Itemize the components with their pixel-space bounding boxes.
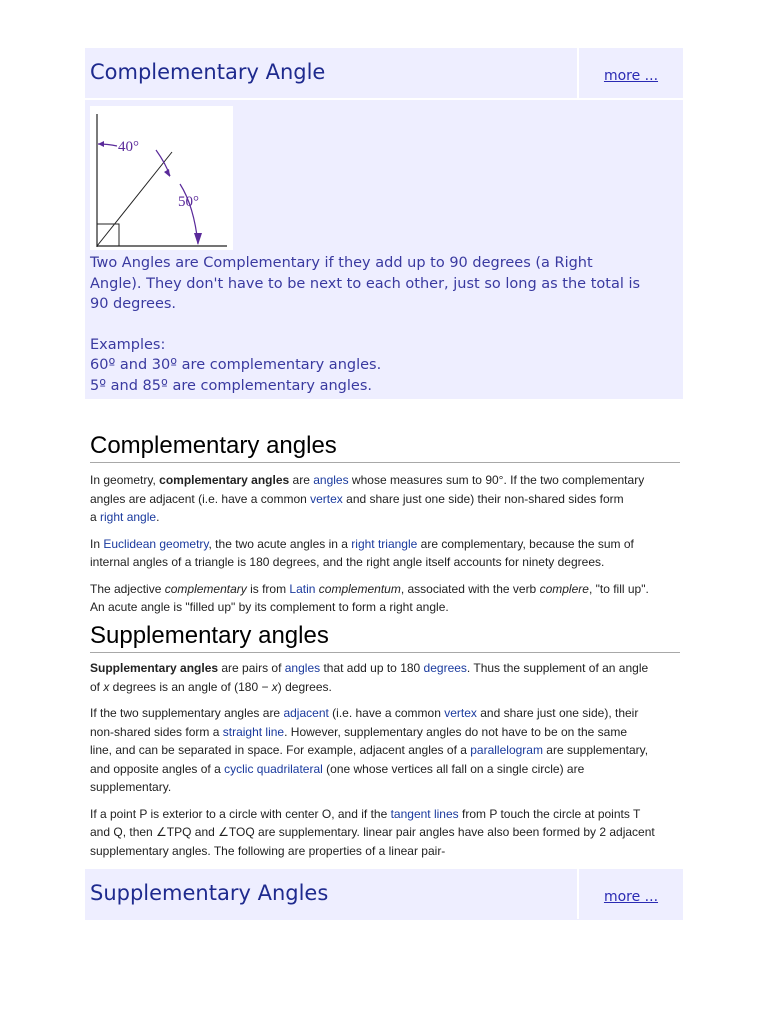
section-heading: Supplementary angles: [90, 622, 680, 653]
dividing-ray: [97, 152, 172, 246]
italic-term: complementary: [164, 581, 247, 596]
more-link[interactable]: more ...: [603, 68, 659, 84]
link-degrees[interactable]: degrees: [423, 661, 467, 675]
paragraph: [90, 580, 680, 617]
examples-label: Examples:: [90, 336, 166, 353]
text: is from: [246, 581, 290, 596]
text: a: [90, 510, 101, 524]
italic-var: x: [271, 679, 278, 694]
supplementary-angles-section: [90, 622, 680, 860]
text: , associated with the verb: [400, 581, 540, 596]
card-description: [90, 253, 678, 396]
paragraph: [90, 704, 680, 797]
paragraph: [90, 471, 680, 527]
text: degrees is an angle of (180 −: [109, 679, 272, 694]
text: In geometry,: [90, 473, 160, 487]
paragraph: [90, 659, 680, 696]
card-title: Complementary Angle: [85, 48, 579, 98]
text: angles are adjacent (i.e. have a common: [90, 491, 311, 506]
right-angle-marker: [97, 224, 119, 246]
complementary-angle-diagram: [90, 106, 233, 250]
arrow-40: [98, 141, 104, 147]
text: , "to fill up".: [588, 581, 649, 596]
text: are complementary, because the sum of: [417, 536, 634, 551]
bold-term: Supplementary angles: [90, 661, 219, 675]
italic-var: x: [103, 679, 110, 694]
arrow-50: [194, 233, 202, 245]
text: and share just one side), their: [476, 706, 639, 720]
text: are: [289, 473, 314, 487]
link-right-triangle[interactable]: right triangle: [351, 536, 418, 551]
text: In: [90, 536, 104, 551]
text: internal angles of a triangle is 180 degrees, and the right angle itself accounts for ninety degrees.: [90, 555, 605, 569]
more-link[interactable]: more ...: [603, 889, 659, 905]
text: (one whose vertices all fall on a single circle) are: [322, 761, 585, 776]
text: supplementary angles. The following are properties of a linear pair-: [90, 843, 446, 858]
link-tangent-lines[interactable]: tangent lines: [390, 806, 459, 821]
text: whose measures sum to 90°. If the two complementary: [348, 473, 645, 487]
paragraph: [90, 535, 680, 572]
example-line: 5º and 85º are complementary angles.: [90, 377, 372, 394]
text: of: [90, 679, 104, 694]
link-parallelogram[interactable]: parallelogram: [470, 743, 543, 757]
link-straight-line[interactable]: straight line: [222, 724, 285, 739]
link-euclidean-geometry[interactable]: Euclidean geometry: [103, 536, 209, 551]
paragraph: [90, 805, 680, 861]
link-cyclic-quadrilateral[interactable]: cyclic quadrilateral: [224, 761, 323, 776]
text: If the two supplementary angles are: [90, 706, 284, 720]
text: supplementary.: [90, 780, 172, 794]
section-heading: Complementary angles: [90, 432, 680, 463]
text: , the two acute angles in a: [208, 536, 352, 551]
complementary-angles-section: [90, 432, 680, 617]
link-adjacent[interactable]: adjacent: [283, 706, 329, 720]
card-header: [85, 869, 683, 919]
text: non-shared sides form a: [90, 724, 223, 739]
card-header: [85, 48, 683, 100]
italic-term: complementum: [318, 581, 401, 596]
complementary-angle-card: [85, 48, 683, 399]
arrow-upper: [164, 169, 170, 177]
text: and opposite angles of a: [90, 761, 225, 776]
text: line, and can be separated in space. For example, adjacent angles of a: [90, 743, 471, 757]
italic-term: complere: [539, 581, 589, 596]
text: . However, supplementary angles do not have to be on the same: [284, 724, 627, 739]
bold-term: complementary angles: [159, 473, 290, 487]
text: . Thus the supplement of an angle: [466, 661, 649, 675]
text: .: [156, 510, 160, 524]
text: and share just one side) their non-shared sides form: [342, 491, 624, 506]
description-line: Two Angles are Complementary if they add up to 90 degrees (a Right: [90, 255, 593, 271]
link-vertex[interactable]: vertex: [310, 491, 343, 506]
text: If a point P is exterior to a circle with center O, and if the: [90, 806, 391, 821]
text: (i.e. have a common: [328, 706, 445, 720]
card-body: [85, 100, 683, 404]
link-latin[interactable]: Latin: [289, 581, 316, 596]
text: An acute angle is "filled up" by its complement to form a right angle.: [90, 600, 449, 614]
text: and Q, then ∠TPQ and ∠TOQ are supplementary. linear pair angles have also been formed by 2 adjacent: [90, 825, 655, 839]
supplementary-angles-card: [85, 869, 683, 920]
link-angles[interactable]: angles: [313, 473, 349, 487]
angle-40-label: 40°: [118, 139, 139, 155]
link-angles[interactable]: angles: [284, 661, 321, 675]
link-vertex[interactable]: vertex: [444, 706, 477, 720]
text: are supplementary,: [542, 743, 649, 757]
description-line: Angle). They don't have to be next to each other, just so long as the total is: [90, 275, 641, 292]
text: from P touch the circle at points T: [458, 806, 641, 821]
text: The adjective: [90, 581, 165, 596]
text: are pairs of: [218, 661, 285, 675]
text: that add up to 180: [320, 661, 424, 675]
description-line: 90 degrees.: [90, 296, 177, 312]
text: ) degrees.: [277, 679, 332, 694]
example-line: 60º and 30º are complementary angles.: [90, 357, 382, 373]
angle-50-label: 50°: [178, 194, 199, 210]
card-title: Supplementary Angles: [85, 869, 579, 919]
link-right-angle[interactable]: right angle: [100, 510, 157, 524]
